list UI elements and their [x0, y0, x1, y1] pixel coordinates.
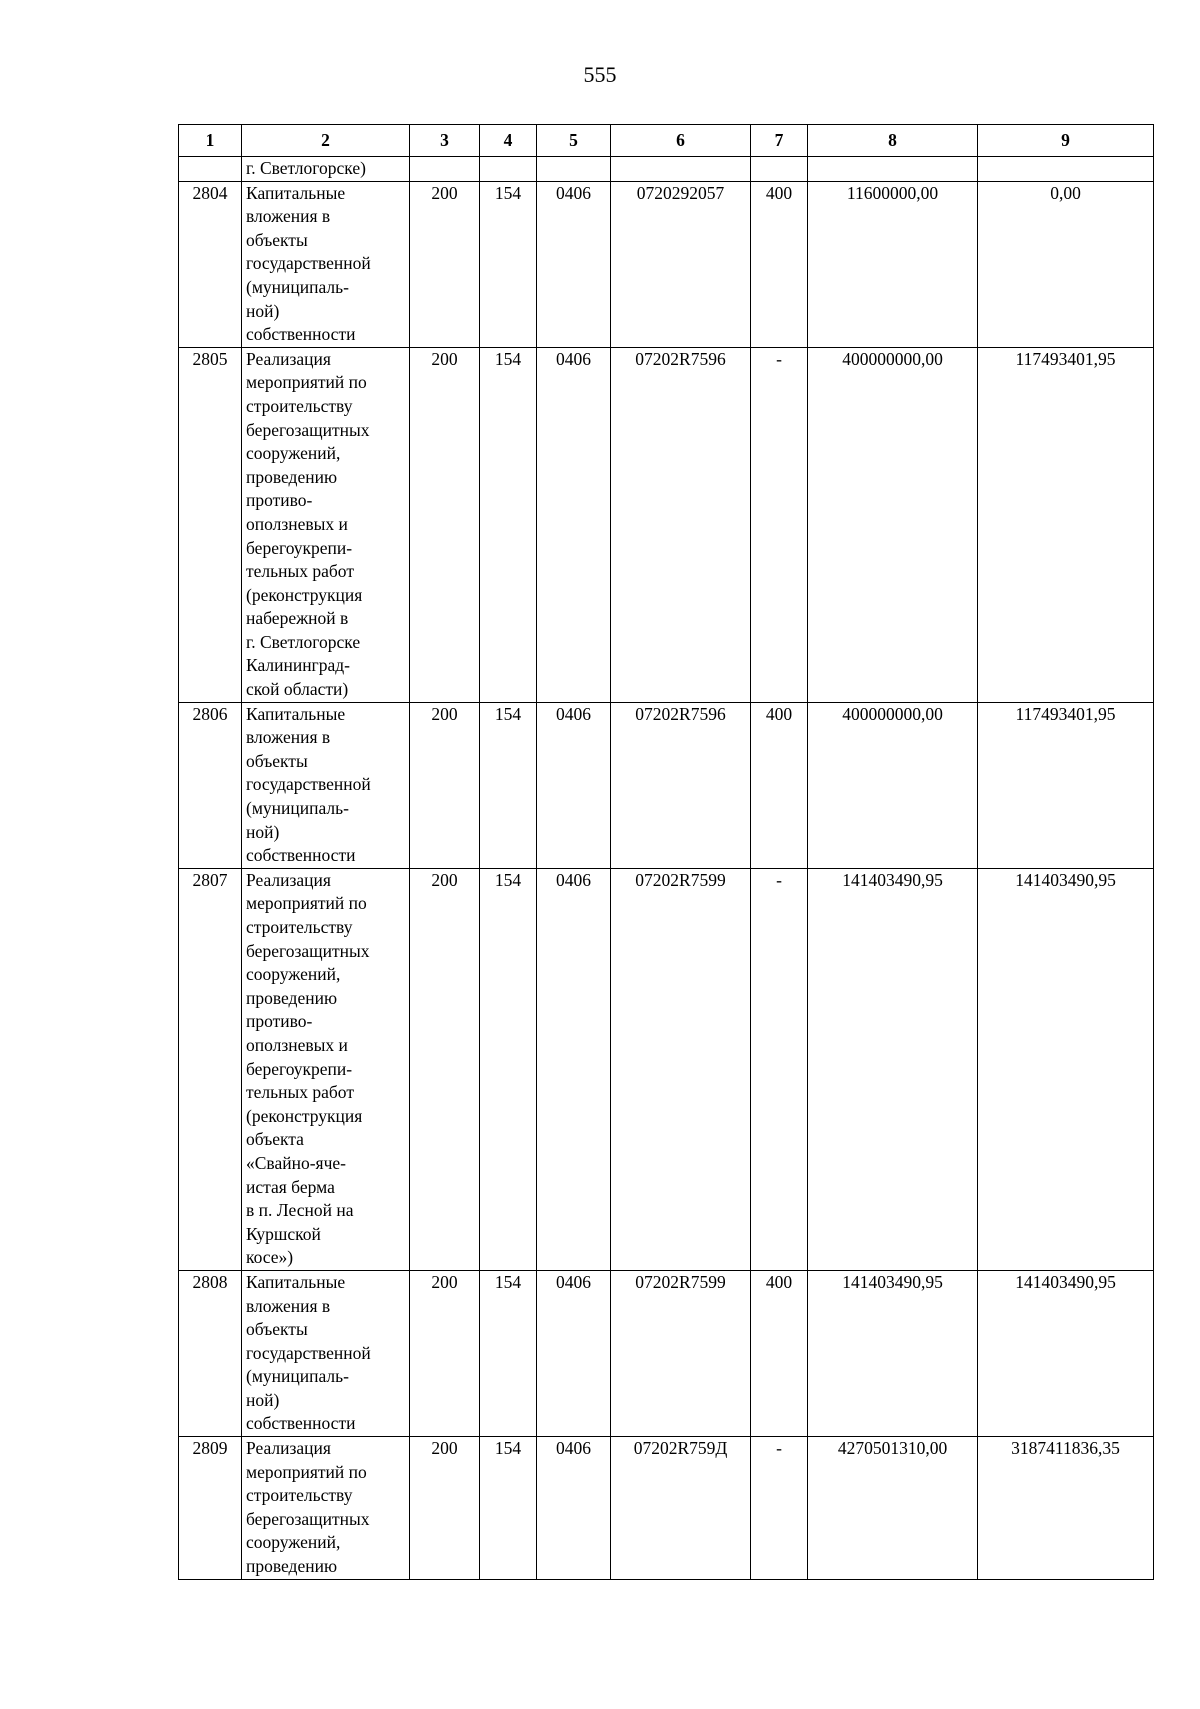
- cell-amount-8: 400000000,00: [808, 347, 978, 702]
- column-header: 5: [537, 125, 611, 157]
- name-line: оползневых и: [246, 1034, 348, 1055]
- column-header: 1: [179, 125, 242, 157]
- name-line: Капитальные: [246, 182, 346, 203]
- name-line: (реконструкция: [246, 1105, 363, 1126]
- column-header: 3: [410, 125, 480, 157]
- cell-amount-9: 141403490,95: [978, 868, 1154, 1270]
- name-line: г. Светлогорске): [246, 158, 366, 178]
- cell-id: 2807: [179, 868, 242, 1270]
- name-line: Реализация: [246, 869, 331, 890]
- cell-id: 2806: [179, 702, 242, 868]
- cell-code-3: 200: [410, 347, 480, 702]
- name-line: мероприятий по: [246, 372, 367, 393]
- cell-code-4: 154: [480, 181, 537, 347]
- name-line: вложения в: [246, 206, 331, 227]
- name-line: тельных работ: [246, 1082, 354, 1103]
- budget-table: [178, 124, 1154, 1580]
- cell-code-7: -: [751, 1437, 808, 1580]
- table-row: [179, 181, 1154, 347]
- cell-code-4: 154: [480, 347, 537, 702]
- name-line: строительству: [246, 395, 353, 416]
- name-line: Капитальные: [246, 703, 346, 724]
- table-body: [179, 157, 1154, 1580]
- cell-name: [242, 1270, 410, 1436]
- cell-code-7: 400: [751, 1270, 808, 1436]
- name-line: противо-: [246, 490, 313, 511]
- cell-name: [242, 347, 410, 702]
- header-row: [179, 125, 1154, 157]
- name-line: мероприятий по: [246, 1461, 367, 1482]
- cell-empty: [410, 157, 480, 182]
- table-header: [179, 125, 1154, 157]
- name-line: «Свайно-яче-: [246, 1152, 346, 1173]
- name-line: государственной: [246, 253, 371, 274]
- cell-id: [179, 157, 242, 182]
- name-line: объекты: [246, 229, 308, 250]
- cell-code-5: 0406: [537, 868, 611, 1270]
- table-row: [179, 347, 1154, 702]
- cell-name: [242, 157, 410, 182]
- name-line: сооружений,: [246, 443, 341, 464]
- column-header: 9: [978, 125, 1154, 157]
- name-line: ской области): [246, 679, 349, 700]
- cell-code-3: 200: [410, 1437, 480, 1580]
- name-line: истая берма: [246, 1176, 335, 1197]
- cell-code-5: 0406: [537, 347, 611, 702]
- table-row: [179, 702, 1154, 868]
- cell-amount-8: 11600000,00: [808, 181, 978, 347]
- name-line: Капитальные: [246, 1271, 346, 1292]
- name-line: г. Светлогорске: [246, 631, 361, 652]
- cell-code-4: 154: [480, 868, 537, 1270]
- name-line: берегоукрепи-: [246, 1058, 353, 1079]
- cell-code-6: 07202R7596: [611, 702, 751, 868]
- cell-code-5: 0406: [537, 702, 611, 868]
- name-line: проведению: [246, 987, 338, 1008]
- name-line: тельных работ: [246, 561, 354, 582]
- cell-amount-8: 400000000,00: [808, 702, 978, 868]
- page-number: 555: [583, 62, 617, 87]
- column-header: 8: [808, 125, 978, 157]
- cell-code-6: 07202R7596: [611, 347, 751, 702]
- cell-id: 2808: [179, 1270, 242, 1436]
- cell-code-5: 0406: [537, 1270, 611, 1436]
- cell-code-6: 0720292057: [611, 181, 751, 347]
- name-line: ной): [246, 1389, 280, 1410]
- cell-code-5: 0406: [537, 1437, 611, 1580]
- column-header: 7: [751, 125, 808, 157]
- name-line: Куршской: [246, 1223, 321, 1244]
- name-line: (муниципаль-: [246, 1366, 349, 1387]
- cell-id: 2809: [179, 1437, 242, 1580]
- cell-name: [242, 702, 410, 868]
- cell-code-3: 200: [410, 181, 480, 347]
- cell-empty: [537, 157, 611, 182]
- name-line: вложения в: [246, 727, 331, 748]
- cell-code-6: 07202R759Д: [611, 1437, 751, 1580]
- name-line: Реализация: [246, 348, 331, 369]
- name-line: объекты: [246, 1319, 308, 1340]
- name-line: вложения в: [246, 1295, 331, 1316]
- name-line: в п. Лесной на: [246, 1200, 354, 1221]
- name-line: проведению: [246, 1556, 338, 1577]
- cell-empty: [611, 157, 751, 182]
- cell-code-7: -: [751, 347, 808, 702]
- name-line: (муниципаль-: [246, 798, 349, 819]
- cell-code-3: 200: [410, 702, 480, 868]
- name-line: Калининград-: [246, 655, 350, 676]
- name-line: ной): [246, 821, 280, 842]
- name-line: (реконструкция: [246, 584, 363, 605]
- name-line: оползневых и: [246, 513, 348, 534]
- cell-amount-8: 4270501310,00: [808, 1437, 978, 1580]
- name-line: мероприятий по: [246, 893, 367, 914]
- cell-code-4: 154: [480, 1437, 537, 1580]
- column-header: 4: [480, 125, 537, 157]
- name-line: противо-: [246, 1011, 313, 1032]
- name-line: государственной: [246, 774, 371, 795]
- table-row: [179, 1437, 1154, 1580]
- name-line: сооружений,: [246, 964, 341, 985]
- name-line: собственности: [246, 1413, 356, 1434]
- column-header: 6: [611, 125, 751, 157]
- name-line: проведению: [246, 466, 338, 487]
- name-line: берегозащитных: [246, 1508, 370, 1529]
- name-line: ной): [246, 300, 280, 321]
- cell-amount-9: 141403490,95: [978, 1270, 1154, 1436]
- name-line: (муниципаль-: [246, 276, 349, 297]
- cell-amount-9: 3187411836,35: [978, 1437, 1154, 1580]
- name-line: объекта: [246, 1129, 304, 1150]
- cell-code-4: 154: [480, 1270, 537, 1436]
- name-line: строительству: [246, 917, 353, 937]
- name-line: берегоукрепи-: [246, 537, 353, 558]
- cell-amount-9: 117493401,95: [978, 347, 1154, 702]
- cell-code-7: 400: [751, 702, 808, 868]
- cell-empty: [978, 157, 1154, 182]
- cell-amount-8: 141403490,95: [808, 868, 978, 1270]
- cell-id: 2804: [179, 181, 242, 347]
- name-line: собственности: [246, 845, 356, 866]
- name-line: сооружений,: [246, 1532, 341, 1553]
- cell-amount-9: 117493401,95: [978, 702, 1154, 868]
- cell-code-7: -: [751, 868, 808, 1270]
- name-line: берегозащитных: [246, 940, 370, 961]
- name-line: строительству: [246, 1485, 353, 1506]
- cell-empty: [480, 157, 537, 182]
- name-line: объекты: [246, 750, 308, 771]
- cell-name: [242, 1437, 410, 1580]
- column-header: 2: [242, 125, 410, 157]
- cell-code-4: 154: [480, 702, 537, 868]
- name-line: косе»): [246, 1247, 294, 1268]
- cell-code-5: 0406: [537, 181, 611, 347]
- cell-amount-8: 141403490,95: [808, 1270, 978, 1436]
- cell-code-3: 200: [410, 868, 480, 1270]
- continuation-row: [179, 157, 1154, 182]
- name-line: набережной в: [246, 608, 349, 629]
- cell-amount-9: 0,00: [978, 181, 1154, 347]
- name-line: собственности: [246, 324, 356, 345]
- table-row: [179, 868, 1154, 1270]
- cell-name: [242, 868, 410, 1270]
- cell-code-6: 07202R7599: [611, 868, 751, 1270]
- cell-code-3: 200: [410, 1270, 480, 1436]
- name-line: берегозащитных: [246, 419, 370, 440]
- cell-name: [242, 181, 410, 347]
- cell-id: 2805: [179, 347, 242, 702]
- name-line: Реализация: [246, 1438, 331, 1459]
- table-row: [179, 1270, 1154, 1436]
- cell-empty: [751, 157, 808, 182]
- cell-empty: [808, 157, 978, 182]
- cell-code-6: 07202R7599: [611, 1270, 751, 1436]
- cell-code-7: 400: [751, 181, 808, 347]
- name-line: государственной: [246, 1342, 371, 1363]
